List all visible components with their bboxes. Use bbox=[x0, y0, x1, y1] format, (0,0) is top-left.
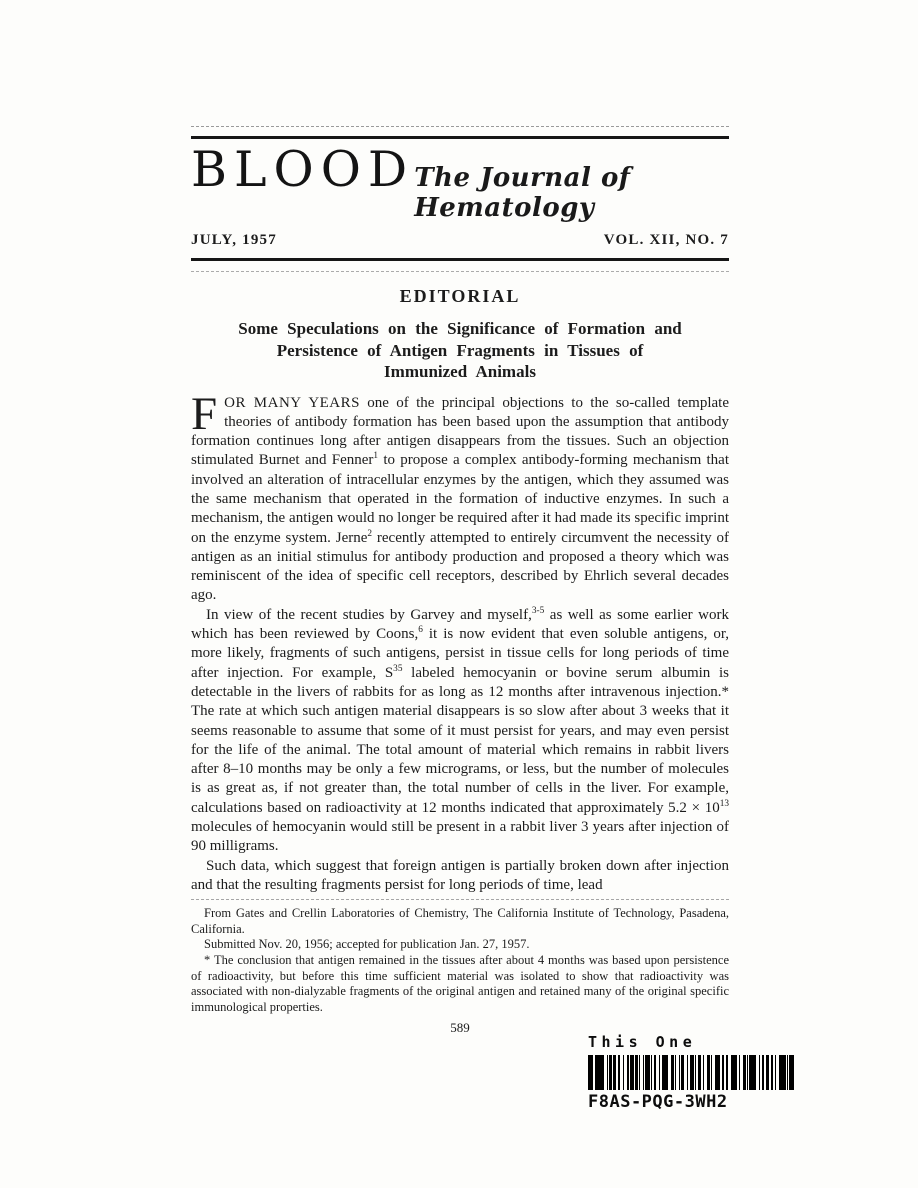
article-title-line-3: Immunized Animals bbox=[384, 362, 536, 381]
library-stamp bbox=[588, 1033, 794, 1112]
paragraph bbox=[191, 606, 729, 857]
masthead-top-thick-rule bbox=[191, 136, 729, 139]
text-column bbox=[191, 126, 729, 1036]
issue-row bbox=[191, 232, 729, 249]
journal-subtitle: The Journal of Hematology bbox=[414, 163, 631, 223]
volume-number: VOL. XII, NO. 7 bbox=[603, 232, 729, 248]
issue-date: JULY, 1957 bbox=[191, 232, 277, 248]
paragraph-text: In view of the recent studies by Garvey and myself,$^{3-5}$ as well as some earlier work which has been reviewed by Coons,$^6$ it is now evident that even soluble antigens, or, more likely, fragments of such antigens, persist in tissue cells for long periods of time after injection. For example, $S^{35}$ labeled hemocyanin or bovine serum albumin is detectable in the livers of rabbits for as long as 12 months after intravenous injection.* The rate at which such antigen material disappears is so slow after about 3 weeks that it seems reasonable to assume that some of it must persist for years, and may even persist for the life of the animal. The total amount of material which remains in rabbit livers after 8–10 months may be only a few micrograms, or less, but the number of molecules is as great as, if not greater than, the total number of cells in the liver. For example, calculations based on radioactivity at 12 months indicated that approximately $5.2 \times 10^{13}$ molecules of hemocyanin would still be present in a rabbit liver 3 years after injection of 90 milligrams. bbox=[191, 605, 730, 855]
article-title-line-2: Persistence of Antigen Fragments in Tissues of bbox=[276, 340, 644, 360]
footnote-affiliation: From Gates and Crellin Laboratories of Chemistry, The California Institute of Technology, Pasadena, California. bbox=[191, 906, 729, 936]
stamp-label: This One bbox=[588, 1033, 697, 1051]
footnote-asterisk: * The conclusion that antigen remained in the tissues after about 4 months was based upon persistence of radioactivity, but before this time sufficient material was isolated to show that radioactivity was associated with non-dialyzable fragments of the original antigen and retained many of the original specific immunological properties. bbox=[191, 953, 729, 1014]
article-body bbox=[191, 387, 730, 896]
barcode-code: F8AS-PQG-3WH2 bbox=[588, 1092, 728, 1112]
dropcap-letter: F bbox=[191, 387, 218, 440]
masthead-bottom-thick-rule bbox=[191, 258, 729, 261]
paragraph-text: Such data, which suggest that foreign antigen is partially broken down after injection and that the resulting fragments persist for long periods of time, lead bbox=[191, 857, 729, 893]
article-title-line-1: Some Speculations on the Significance of Formation and bbox=[238, 319, 682, 338]
section-heading: EDITORIAL bbox=[399, 286, 521, 306]
paragraph bbox=[191, 857, 729, 896]
masthead bbox=[191, 141, 729, 223]
lead-caps: OR MANY YEARS bbox=[224, 394, 360, 411]
footnote-submission: Submitted Nov. 20, 1956; accepted for publication Jan. 27, 1957. bbox=[204, 937, 530, 952]
masthead-bottom-thin-rule bbox=[191, 271, 729, 272]
paragraph bbox=[191, 387, 730, 606]
paragraph-text: one of the principal objections to the so-called template theories of antibody formation has been based upon the assumption that antibody formation continues long after antigen disappears from the tissues. Such an objection stimulated Burnet and Fenner$^1$ to propose a complex antibody-forming mechanism that involved an alteration of intracellular enzymes by the antigen, which they assumed was the same mechanism that operated in the formation of inductive enzymes. In such a mechanism, the antigen would no longer be required after it had made its specific imprint on the enzyme system. Jerne$^2$ recently attempted to entirely circumvent the necessity of antigen as an initial stimulus for antibody production and proposed a theory which was reminiscent of the idea of specific cell receptors, described by Ehrlich several decades ago. bbox=[191, 394, 730, 604]
footnote-divider bbox=[191, 899, 729, 900]
footnotes bbox=[191, 906, 729, 1015]
article-title bbox=[191, 318, 729, 383]
page-number: 589 bbox=[450, 1020, 470, 1036]
barcode-image bbox=[588, 1055, 794, 1090]
journal-title: BLOOD bbox=[191, 141, 415, 198]
masthead-top-thin-rule bbox=[191, 126, 729, 127]
